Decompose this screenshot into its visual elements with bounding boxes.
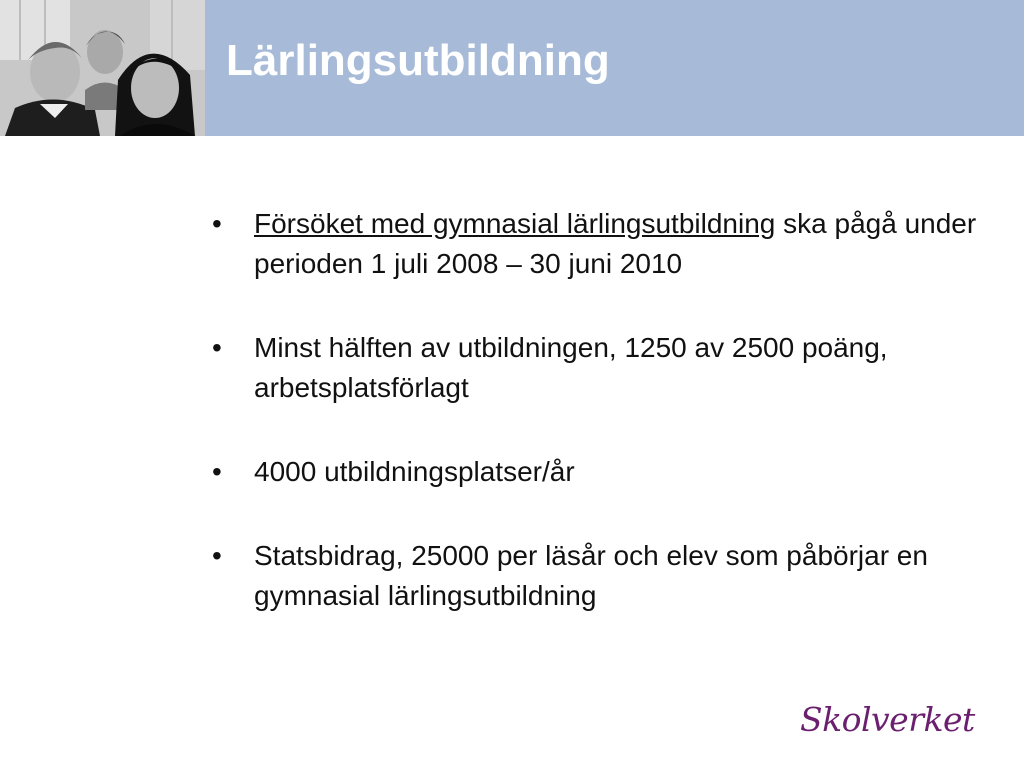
header-photo xyxy=(0,0,205,136)
bullet-dot-icon: • xyxy=(212,332,222,363)
bullet-item xyxy=(212,536,992,616)
bullet-item xyxy=(212,452,992,492)
bullet-text: ska pågå under perioden 1 juli 2008 – 30 juni 2010 xyxy=(254,208,977,279)
bullet-link[interactable]: Försöket med gymnasial lärlingsutbildning xyxy=(254,208,776,239)
bullet-item xyxy=(212,204,992,284)
bullet-list xyxy=(212,204,992,660)
students-photo-image xyxy=(0,0,205,136)
bullet-dot-icon: • xyxy=(212,456,222,487)
bullet-text: Statsbidrag, 25000 per läsår och elev som påbörjar en gymnasial lärlingsutbildning xyxy=(254,540,928,611)
bullet-item xyxy=(212,328,992,408)
bullet-dot-icon: • xyxy=(212,540,222,571)
slide-title: Lärlingsutbildning xyxy=(226,36,610,85)
bullet-dot-icon: • xyxy=(212,208,222,239)
skolverket-logo: Skolverket xyxy=(800,700,975,739)
bullet-text: 4000 utbildningsplatser/år xyxy=(254,456,575,487)
bullet-text: Minst hälften av utbildningen, 1250 av 2500 poäng, arbetsplatsförlagt xyxy=(254,332,888,403)
